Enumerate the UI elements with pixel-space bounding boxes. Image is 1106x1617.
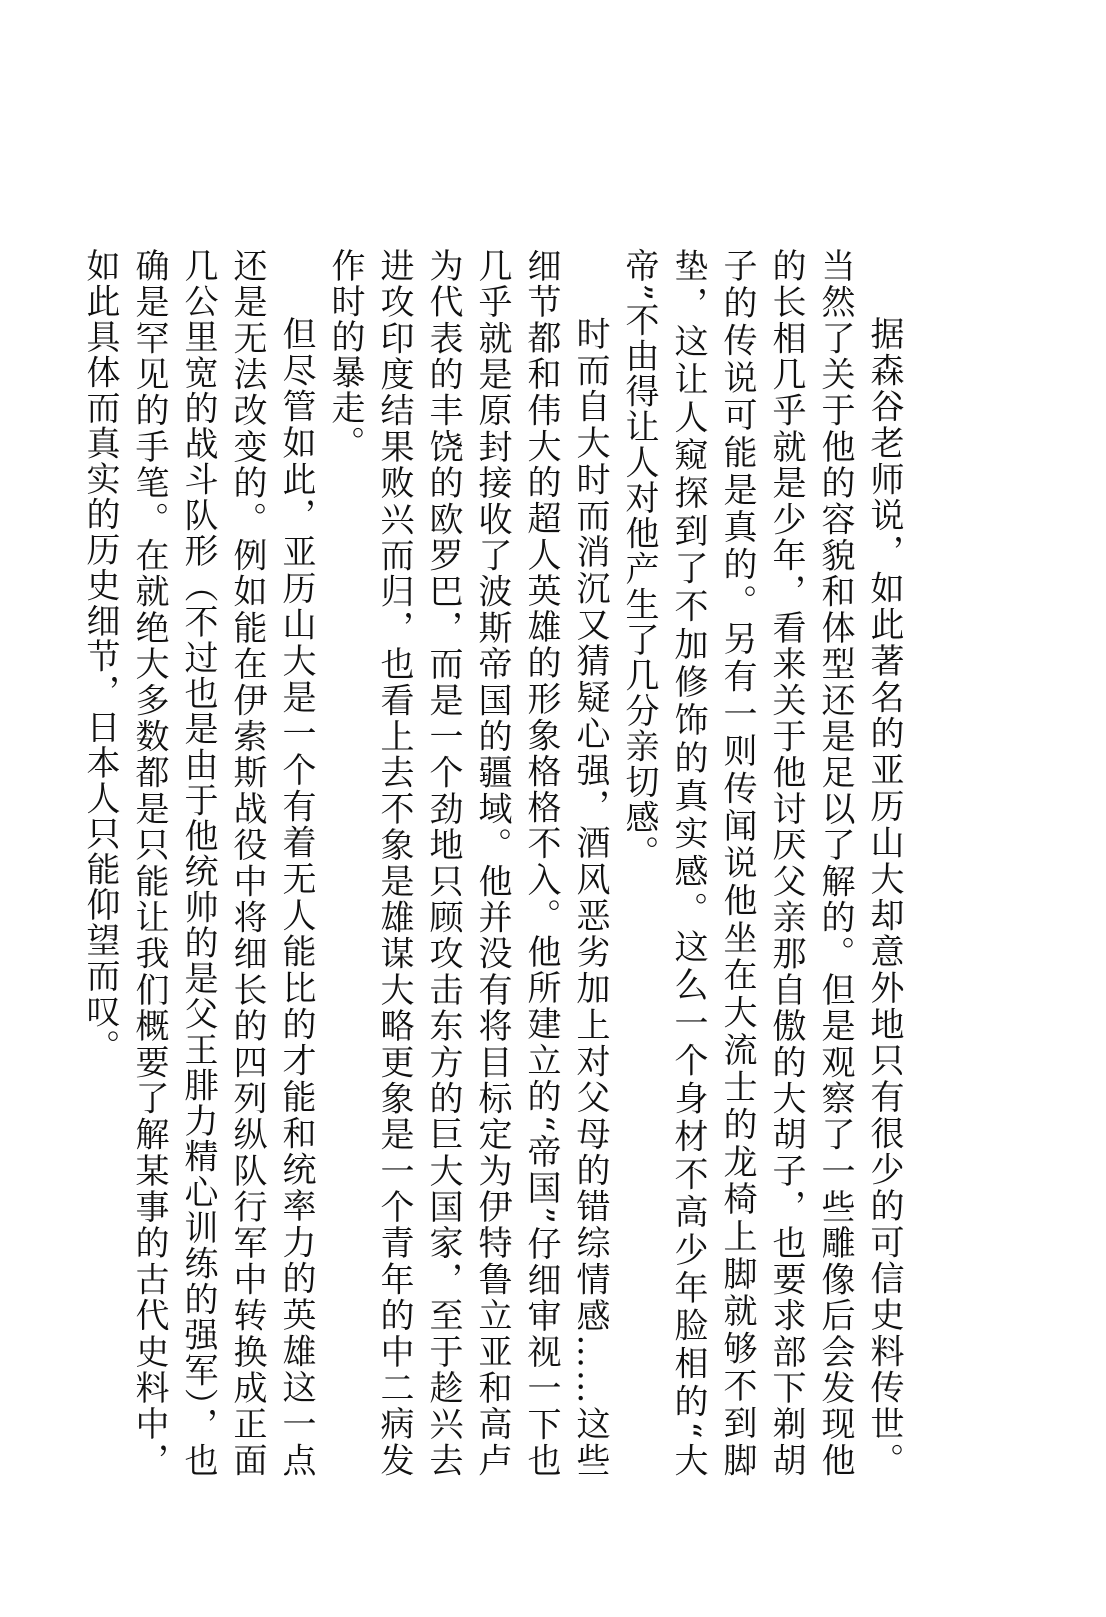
paragraph-1: 据森谷老师说，如此著名的亚历山大却意外地只有很少的可信史料传世。当然了关于他的容貌和体型还是足以了解的。但是观察了一些雕像后会发现他的长相几乎就是少年，看来关于他讨厌父亲那自傲的大胡子，也要求部下剃胡子的传说可能是真的。另有一则传闻说他坐在大流士的龙椅上脚就够不到脚垫，这让人窥探到了不加修饰的真实感。这么一个身材不高少年脸相的“大帝”不由得让人对他产生了几分亲切感。	[619, 248, 904, 1478]
vertical-text-body	[75, 248, 908, 1478]
paragraph-3: 但尽管如此，亚历山大是一个有着无人能比的才能和统率力的英雄这一点还是无法改变的。例如能在伊索斯战役中将细长的四列纵队行军中转换成正面几公里宽的战斗队形（不过也是由于他统帅的是父王腓力精心训练的强军），也确是罕见的手笔。在就绝大多数都是只能让我们概要了解某事的古代史料中，如此具体而真实的历史细节，日本人只能仰望而叹。	[80, 248, 316, 1478]
paragraph-2: 时而自大时而消沉又猜疑心强，酒风恶劣加上对父母的错综情感……这些细节都和伟大的超人英雄的形象格格不入。他所建立的“帝国”仔细审视一下也几乎就是原封接收了波斯帝国的疆域。他并没有将目标定为伊特鲁立亚和高卢为代表的丰饶的欧罗巴，而是一个劲地只顾攻击东方的巨大国家，至于趁兴去进攻印度结果败兴而归，也看上去不象是雄谋大略更象是一个青年的中二病发作时的暴走。	[325, 248, 610, 1478]
